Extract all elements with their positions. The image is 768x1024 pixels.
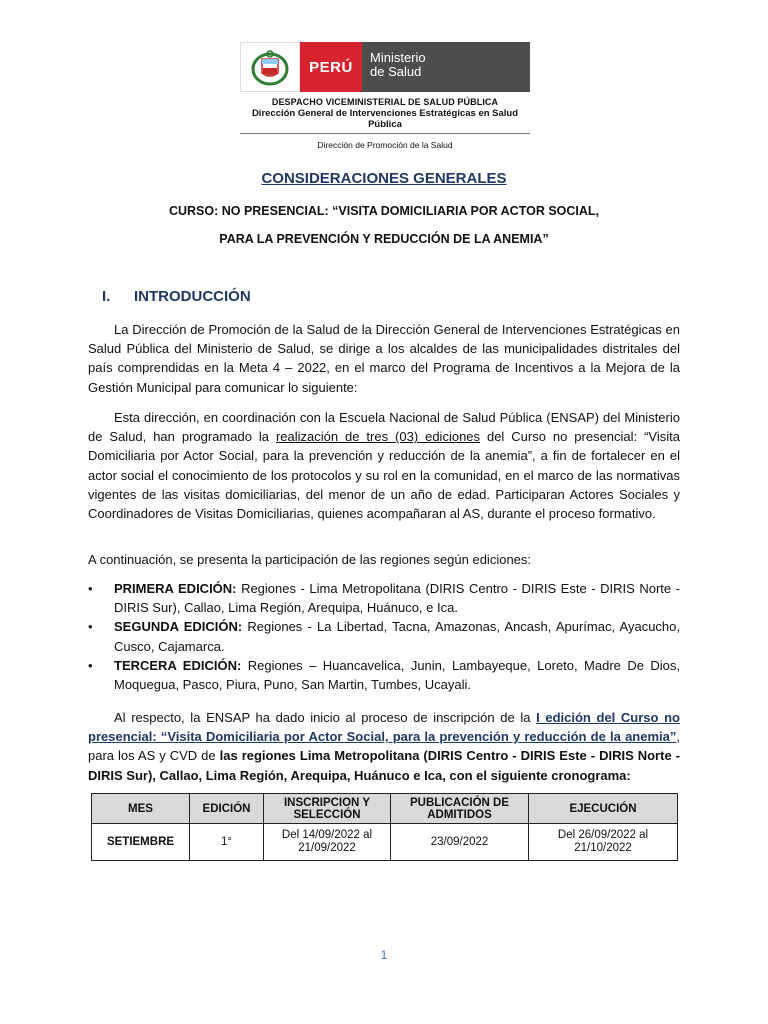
page-number: 1	[380, 948, 388, 962]
header-publicacion: PUBLICACIÓN DE ADMITIDOS	[391, 794, 529, 824]
logo-row	[240, 42, 530, 92]
despacho-text: DESPACHO VICEMINISTERIAL DE SALUD PÚBLICA	[271, 97, 499, 107]
paragraph-editions-intro	[88, 408, 680, 523]
table-row	[92, 824, 678, 861]
p2-text-a: Esta dirección, en coordinación con la Escuela Nacional de Salud Pública (ENSAP) del Ministerio de Salud, han programado la	[88, 410, 680, 445]
cell-inscripcion: Del 14/09/2022 al 21/09/2022	[264, 824, 391, 861]
cell-publicacion: 23/09/2022	[391, 824, 529, 861]
paragraph-4	[88, 708, 680, 785]
header-inscripcion: INSCRIPCION Y SELECCIÓN	[264, 794, 391, 824]
edition-label: SEGUNDA EDICIÓN:	[114, 619, 243, 635]
coat-of-arms-icon	[240, 42, 300, 92]
edition-text: Regiones – Huancavelica, Junin, Lambayeque, Loreto, Madre De Dios, Moquegua, Pasco, Piura, Puno, San Martin, Tumbes, Ucayali.	[114, 657, 680, 693]
p4-text-a: Al respecto, la ENSAP ha dado inicio al proceso de inscripción de la	[114, 710, 537, 725]
edition-label: TERCERA EDICIÓN:	[114, 657, 242, 673]
header-edicion: EDICIÓN	[190, 794, 264, 824]
header-divider	[240, 133, 530, 134]
ministerio-line2: de Salud	[370, 64, 422, 79]
document-title: CONSIDERACIONES GENERALES	[261, 170, 507, 187]
edition-label: PRIMERA EDICIÓN:	[114, 581, 237, 596]
letterhead	[240, 42, 530, 150]
paragraph-intro	[88, 320, 680, 397]
peru-badge: PERÚ	[300, 42, 362, 92]
section-number: I.	[102, 288, 111, 305]
ministerio-line1: Ministerio	[370, 50, 426, 65]
course-edition-link[interactable]: I edición del Curso no presencial: “Visita Domiciliaria por Actor Social, para la prevención y reducción de la anemia”	[88, 710, 681, 745]
ministerio-badge	[362, 42, 530, 92]
paragraph-regions-intro	[88, 550, 680, 569]
edition-item	[88, 579, 680, 617]
cell-edicion: 1°	[190, 824, 264, 861]
paragraph-inscription	[88, 708, 680, 785]
direccion-promocion-text: Dirección de Promoción de la Salud	[317, 140, 453, 150]
editions-list	[88, 579, 680, 694]
course-title-line1: CURSO: NO PRESENCIAL: “VISITA DOMICILIARIA POR ACTOR SOCIAL,	[168, 204, 600, 218]
header-ejecucion: EJECUCIÓN	[529, 794, 678, 824]
table-header-row	[92, 794, 678, 824]
course-title-line2: PARA LA PREVENCIÓN Y REDUCCIÓN DE LA ANEMIA”	[219, 232, 549, 246]
cell-ejecucion: Del 26/09/2022 al 21/10/2022	[529, 824, 678, 861]
cell-mes: SETIEMBRE	[92, 824, 190, 861]
edition-text: Regiones - La Libertad, Tacna, Amazonas, Ancash, Apurímac, Ayacucho, Cusco, Cajamarca.	[114, 619, 680, 654]
paragraph-1: La Dirección de Promoción de la Salud de la Dirección General de Intervenciones Estratégicas en Salud Pública del Ministerio de Salud, se dirige a los alcaldes de las municipalidades distritales del país comprendidas en la Meta 4 – 2022, en el marco del Programa de Incentivos a la Mejora de la Gestión Municipal para comunicar lo siguiente:	[88, 322, 680, 395]
paragraph-2	[88, 408, 680, 523]
p4-bold: las regiones Lima Metropolitana (DIRIS Centro - DIRIS Este - DIRIS Norte - DIRIS Sur), Callao, Lima Región, Arequipa, Huánuco e Ica, con el siguiente cronograma:	[88, 748, 681, 783]
edition-text: Regiones - Lima Metropolitana (DIRIS Centro - DIRIS Este - DIRIS Norte - DIRIS Sur), Callao, Lima Región, Arequipa, Huánuco, e Ica.	[114, 581, 680, 616]
header-mes: MES	[92, 794, 190, 824]
section-heading	[102, 288, 251, 305]
paragraph-3: A continuación, se presenta la participación de las regiones según ediciones:	[88, 552, 532, 567]
p2-text-b: del Curso no presencial: “Visita Domiciliaria por Actor Social, para la prevención y reducción de la anemia”, a fin de fortalecer en el actor social el conocimiento de los protocolos y su rol en la comunidad, en el marco de las normativas vigentes de las visitas domiciliarias, del menor de un año de edad. Participaran Actores Sociales y Coordinadores de Visitas Domiciliarias, quienes acompañaran al AS, durante el proceso formativo.	[88, 429, 680, 522]
p4-text-b: , para los AS y CVD de	[88, 729, 680, 764]
schedule-table	[91, 793, 678, 861]
p2-underlined: realización de tres (03) ediciones	[275, 429, 481, 445]
edition-item	[88, 617, 680, 655]
edition-item	[88, 656, 680, 694]
section-title: INTRODUCCIÓN	[134, 288, 251, 305]
direccion-general-text: Dirección General de Intervenciones Estratégicas en Salud Pública	[251, 108, 519, 130]
